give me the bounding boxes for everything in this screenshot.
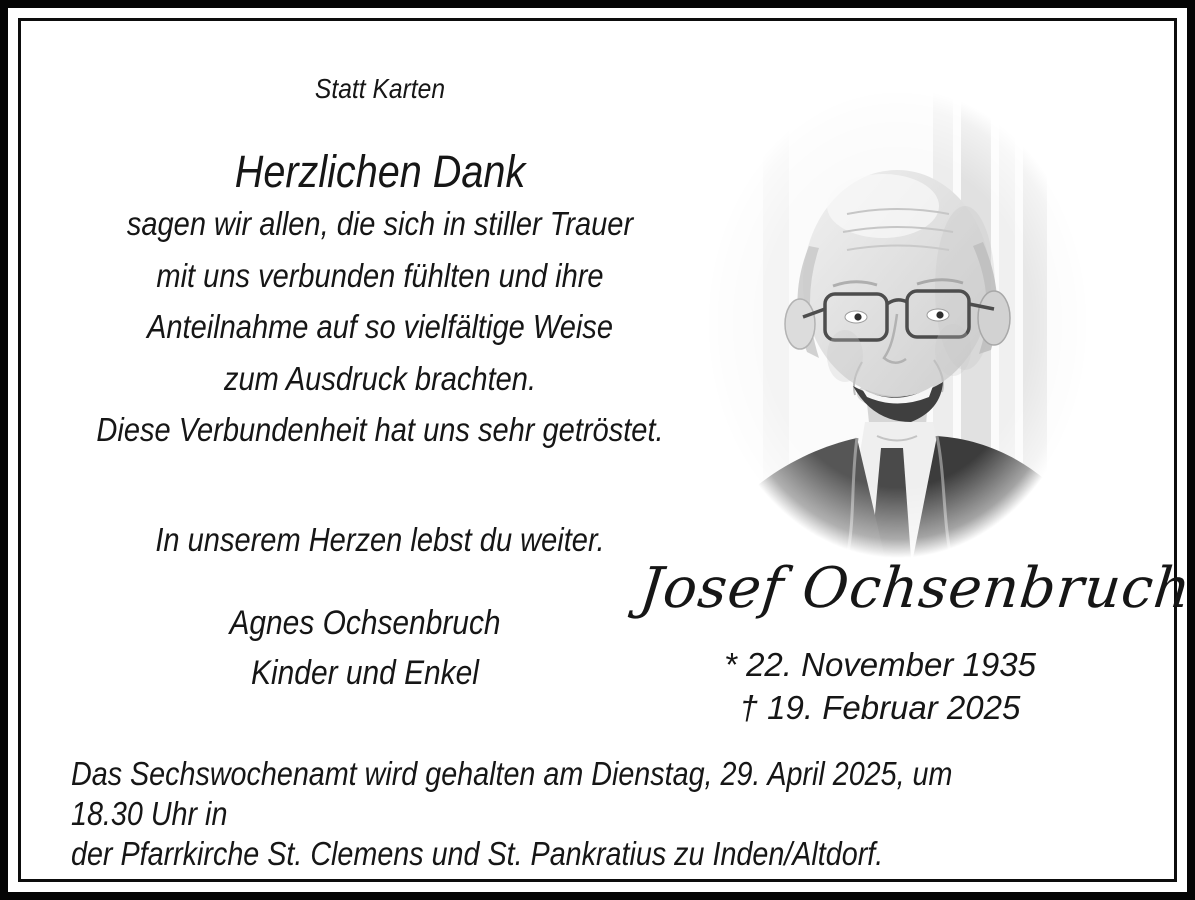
service-line: Das Sechswochenamt wird gehalten am Dienstag, 29. April 2025, um 18.30 Uhr in <box>71 755 953 832</box>
thanks-line: mit uns verbunden fühlten und ihre <box>156 256 604 294</box>
thanks-line: Anteilnahme auf so vielfältige Weise <box>147 308 613 345</box>
birth-date: * 22. November 1935 <box>724 646 1036 683</box>
thanks-paragraph <box>81 198 679 456</box>
deceased-name: Josef Ochsenbruch <box>636 556 1195 621</box>
thanks-line: sagen wir allen, die sich in stiller Trauer <box>126 205 634 242</box>
family-line: Kinder und Enkel <box>251 654 479 692</box>
thanks-line: Diese Verbundenheit hat uns sehr getröstet. <box>96 411 664 448</box>
pre-title: Statt Karten <box>314 73 446 104</box>
card-title: Herzlichen Dank <box>234 146 526 197</box>
memorial-line: In unserem Herzen lebst du weiter. <box>155 521 605 558</box>
service-info <box>71 754 1006 874</box>
mourner-name: Agnes Ochsenbruch <box>229 604 501 642</box>
thanks-line: zum Ausdruck brachten. <box>223 359 537 397</box>
death-date: † 19. Februar 2025 <box>739 689 1021 726</box>
mourners <box>70 598 660 698</box>
portrait-photo <box>705 88 1090 558</box>
service-line: der Pfarrkirche St. Clemens und St. Pankratius zu Inden/Altdorf. <box>71 835 884 872</box>
